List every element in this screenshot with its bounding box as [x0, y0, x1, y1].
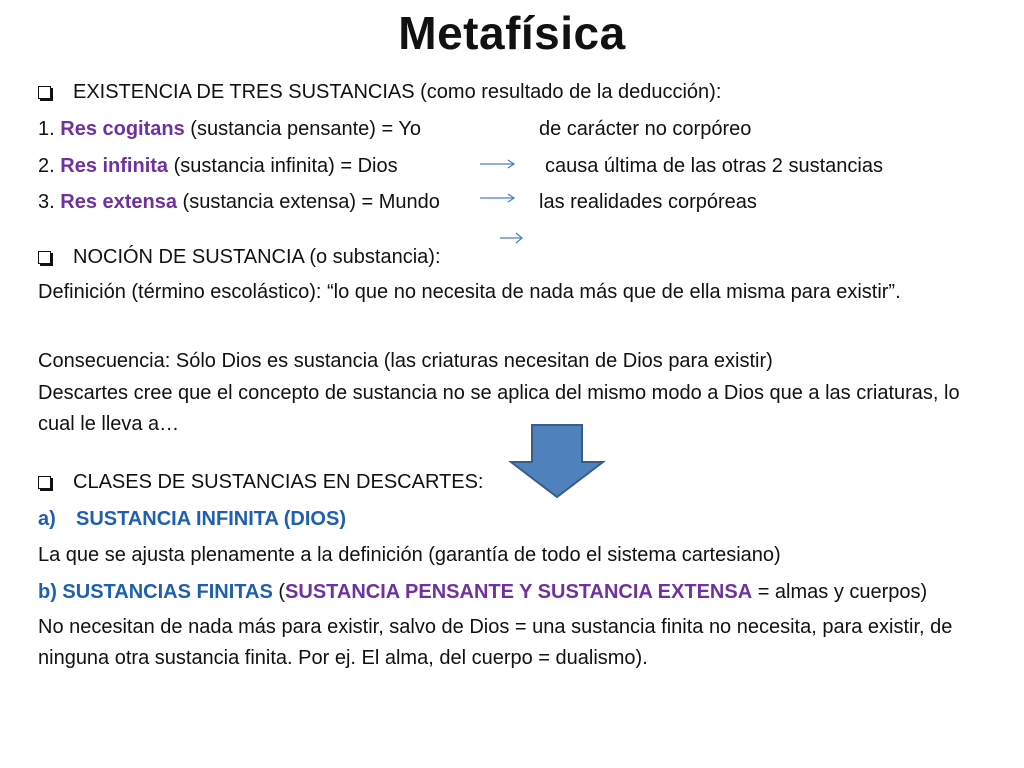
substance-row-1 — [38, 117, 421, 141]
item-number: 2. — [38, 155, 61, 177]
substance-result-2: causa última de las otras 2 sustancias — [545, 155, 883, 177]
right-arrow-icon — [478, 192, 518, 204]
substance-desc: (sustancia infinita) = Dios — [168, 155, 398, 177]
right-arrow-icon — [498, 231, 528, 245]
checkbox-bullet-icon — [38, 86, 51, 99]
paren-open: ( — [272, 581, 286, 603]
substance-term: Res infinita — [60, 155, 169, 177]
section2-heading: NOCIÓN DE SUSTANCIA (o substancia): — [73, 246, 441, 268]
section3-heading-row — [38, 470, 483, 494]
consequence-text: Consecuencia: Sólo Dios es sustancia (las criaturas necesitan de Dios para existir) — [38, 350, 773, 372]
definition-text: Definición (término escolástico): “lo que no necesita de nada más que de ella misma para existir”. — [38, 281, 901, 303]
substance-term: Res extensa — [60, 191, 177, 213]
class-a-text: La que se ajusta plenamente a la definición (garantía de todo el sistema cartesiano) — [38, 544, 781, 566]
down-arrow-icon — [507, 424, 607, 499]
item-number: 1. — [38, 118, 61, 140]
class-b-row — [38, 580, 927, 604]
class-a-label: SUSTANCIA INFINITA (DIOS) — [76, 508, 346, 530]
checkbox-bullet-icon — [38, 251, 51, 264]
class-b-text: No necesitan de nada más para existir, salvo de Dios = una sustancia finita no necesita, para existir, de ninguna otra sustancia finita. Por ej. El alma, del cuerpo = dualismo). — [38, 616, 953, 669]
substance-desc: (sustancia extensa) = Mundo — [177, 191, 440, 213]
class-a-row — [38, 507, 346, 531]
item-number: 3. — [38, 191, 61, 213]
class-b-label: b) SUSTANCIAS FINITAS — [38, 581, 273, 603]
substance-desc: (sustancia pensante) = Yo — [184, 118, 422, 140]
section1-heading-row — [38, 80, 721, 104]
slide-title: Metafísica — [398, 7, 626, 59]
class-b-close: = almas y cuerpos) — [752, 581, 928, 603]
class-b-kinds: SUSTANCIA PENSANTE Y SUSTANCIA EXTENSA — [285, 581, 753, 603]
substance-row-3 — [38, 190, 440, 214]
section3-heading: CLASES DE SUSTANCIAS EN DESCARTES: — [73, 471, 484, 493]
substance-result-1: de carácter no corpóreo — [539, 118, 752, 140]
section2-heading-row — [38, 245, 441, 269]
section1-heading: EXISTENCIA DE TRES SUSTANCIAS (como resultado de la deducción): — [73, 81, 722, 103]
substance-term: Res cogitans — [60, 118, 185, 140]
substance-row-2 — [38, 154, 398, 178]
descartes-text: Descartes cree que el concepto de sustancia no se aplica del mismo modo a Dios que a las criaturas, lo cual le lleva a… — [38, 382, 960, 435]
right-arrow-icon — [478, 158, 518, 170]
substance-result-3: las realidades corpóreas — [539, 191, 757, 213]
class-a-marker: a) — [38, 508, 56, 530]
checkbox-bullet-icon — [38, 476, 51, 489]
